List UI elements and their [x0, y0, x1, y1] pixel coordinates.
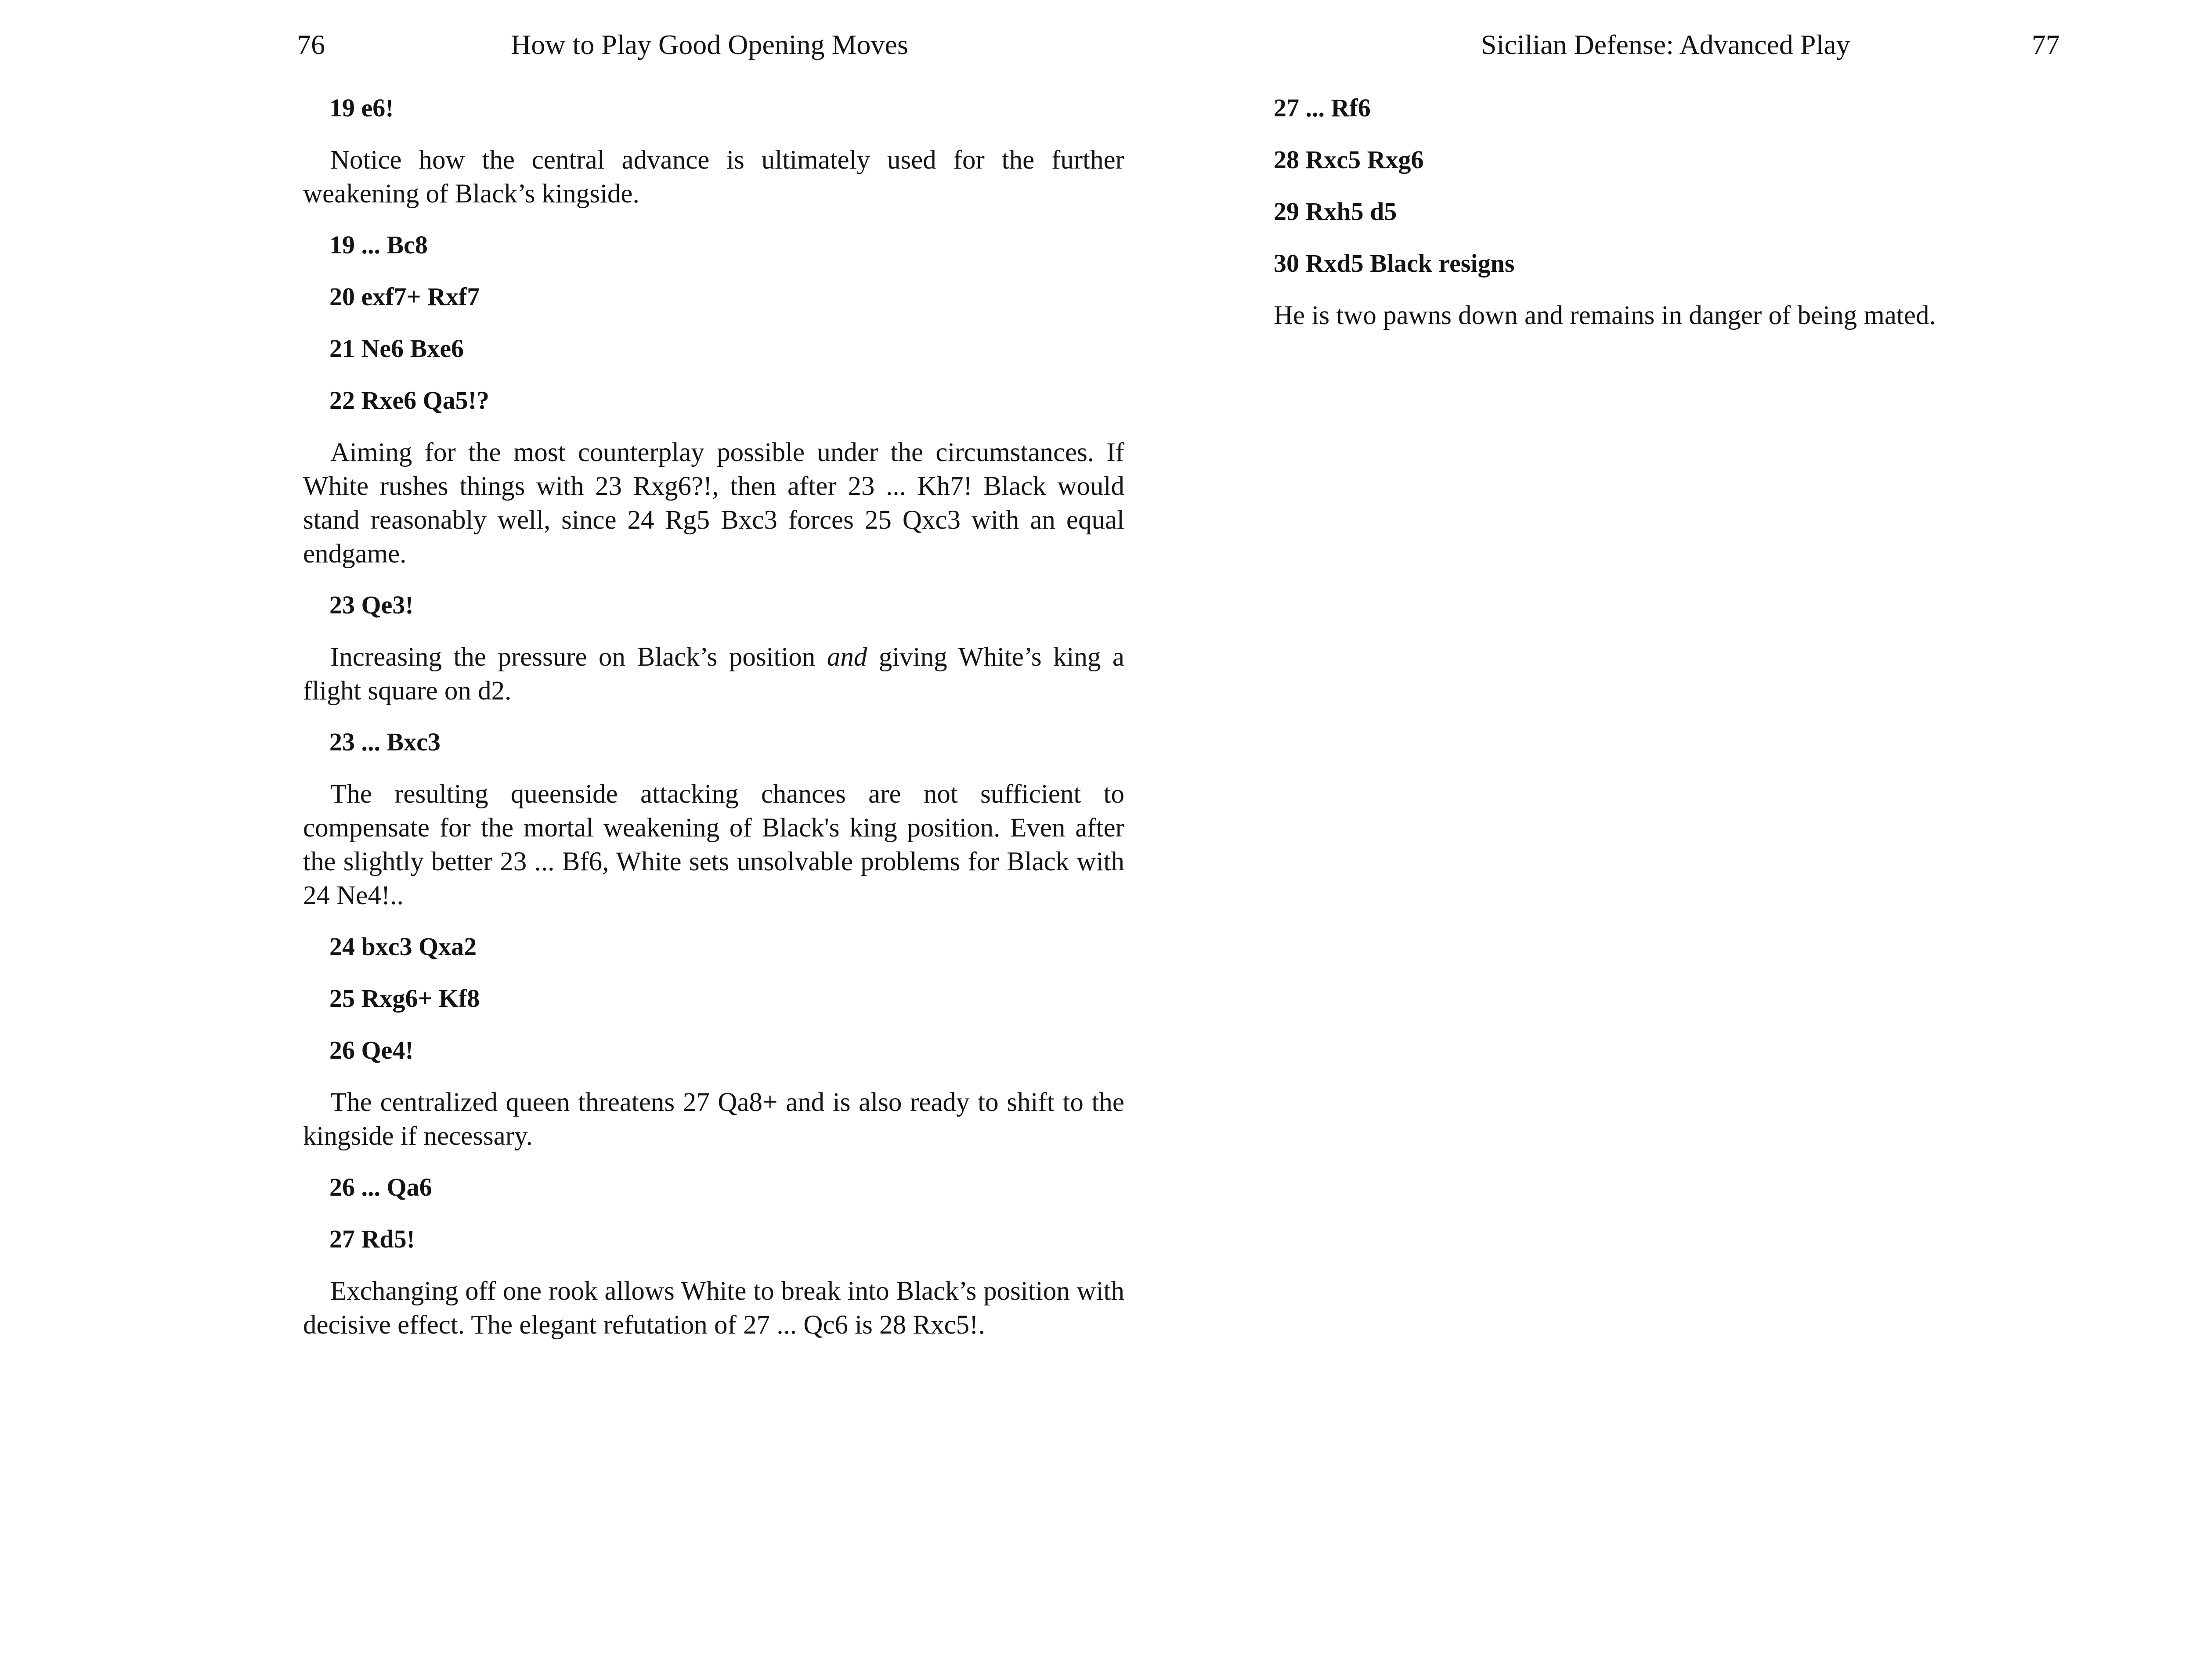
- move-line: 22 Rxe6 Qa5!?: [329, 386, 490, 415]
- commentary-paragraph: Notice how the central advance is ultimately used for the further weakening of Black’s kingside.: [303, 145, 1124, 209]
- move-line: 23 ... Bxc3: [329, 728, 441, 756]
- left-page-body: [303, 91, 1124, 1359]
- move-line: 25 Rxg6+ Kf8: [329, 984, 480, 1013]
- move-line: 26 Qe4!: [329, 1036, 414, 1064]
- commentary-paragraph: The centralized queen threatens 27 Qa8+ and is also ready to shift to the kingside if necessary.: [303, 1088, 1124, 1151]
- move-line: 28 Rxc5 Rxg6: [1274, 145, 1424, 174]
- running-title-right: Sicilian Defense: Advanced Play: [1481, 29, 1850, 60]
- move-line: 30 Rxd5 Black resigns: [1274, 249, 1515, 278]
- emphasis-text: and: [827, 642, 867, 672]
- paragraph-text: giving White’s king a flight square on d2.: [303, 642, 1124, 706]
- move-line: 21 Ne6 Bxe6: [329, 334, 464, 363]
- move-line: 19 e6!: [329, 94, 394, 122]
- move-line: 19 ... Bc8: [329, 231, 428, 259]
- move-line: 23 Qe3!: [329, 591, 414, 619]
- commentary-paragraph: He is two pawns down and remains in danger of being mated.: [1274, 301, 1936, 330]
- move-line: 24 bxc3 Qxa2: [329, 932, 477, 961]
- commentary-paragraph: Aiming for the most counterplay possible under the circumstances. If White rushes things with 23 Rxg6?!, then after 23 ... Kh7! Black would stand reasonably well, since 24 Rg5 Bxc3 forces 25 Qxc3 with an equal endgame.: [303, 438, 1124, 569]
- page-number-left: 76: [297, 29, 325, 60]
- commentary-paragraph: Exchanging off one rook allows White to break into Black’s position with decisive effect. The elegant refutation of 27 ... Qc6 is 28 Rxc5!.: [303, 1276, 1124, 1340]
- commentary-paragraph: The resulting queenside attacking chances are not sufficient to compensate for the mortal weakening of Black's king position. Even after the slightly better 23 ... Bf6, White sets unsolvable problems for Black with 24 Ne4!..: [303, 779, 1124, 910]
- move-line: 26 ... Qa6: [329, 1173, 432, 1201]
- move-line: 27 Rd5!: [329, 1225, 415, 1253]
- move-line: 27 ... Rf6: [1274, 94, 1371, 122]
- page-number-right: 77: [2032, 29, 2060, 60]
- right-page-body: [1274, 91, 2117, 350]
- right-page: [1154, 0, 2196, 1680]
- paragraph-text: Increasing the pressure on Black’s position: [330, 642, 827, 672]
- move-line: 20 exf7+ Rxf7: [329, 282, 480, 311]
- commentary-paragraph: [303, 640, 1124, 708]
- running-title-left: How to Play Good Opening Moves: [511, 29, 908, 60]
- move-line: 29 Rxh5 d5: [1274, 197, 1397, 226]
